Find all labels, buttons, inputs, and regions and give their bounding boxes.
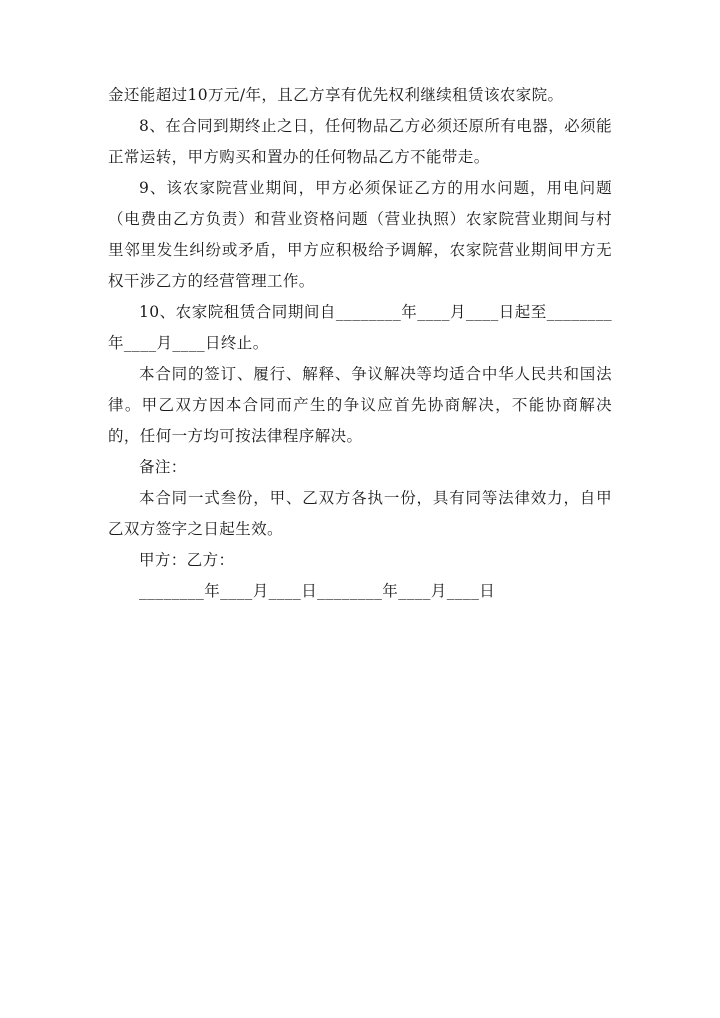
clause-8: 8、在合同到期终止之日，任何物品乙方必须还原所有电器，必须能正常运转，甲方购买和置办的任何物品乙方不能带走。 <box>108 117 612 166</box>
clause-9: 9、该农家院营业期间，甲方必须保证乙方的用水问题，用电问题（电费由乙方负责）和营业资格问题（营业执照）农家院营业期间与村里邻里发生纠纷或矛盾，甲方应积极给予调解，农家院营业期间甲方无权干涉乙方的经营管理工作。 <box>108 179 612 290</box>
paragraph-continuation: 金还能超过10万元/年，且乙方享有优先权利继续租赁该农家院。 <box>108 86 564 104</box>
signature-dates-line: ________年____月____日________年____月____日 <box>139 582 496 600</box>
governing-law-paragraph: 本合同的签订、履行、解释、争议解决等均适合中华人民共和国法律。甲乙双方因本合同而产生的争议应首先协商解决，不能协商解决的，任何一方均可按法律程序解决。 <box>108 365 612 445</box>
remarks-label: 备注： <box>139 458 187 476</box>
document-page <box>108 80 612 607</box>
party-signatures-line: 甲方：乙方： <box>139 551 235 569</box>
copies-paragraph: 本合同一式叁份，甲、乙双方各执一份，具有同等法律效力，自甲乙双方签字之日起生效。 <box>108 489 612 538</box>
clause-10: 10、农家院租赁合同期间自________年____月____日起至________年____月____日终止。 <box>108 303 612 352</box>
